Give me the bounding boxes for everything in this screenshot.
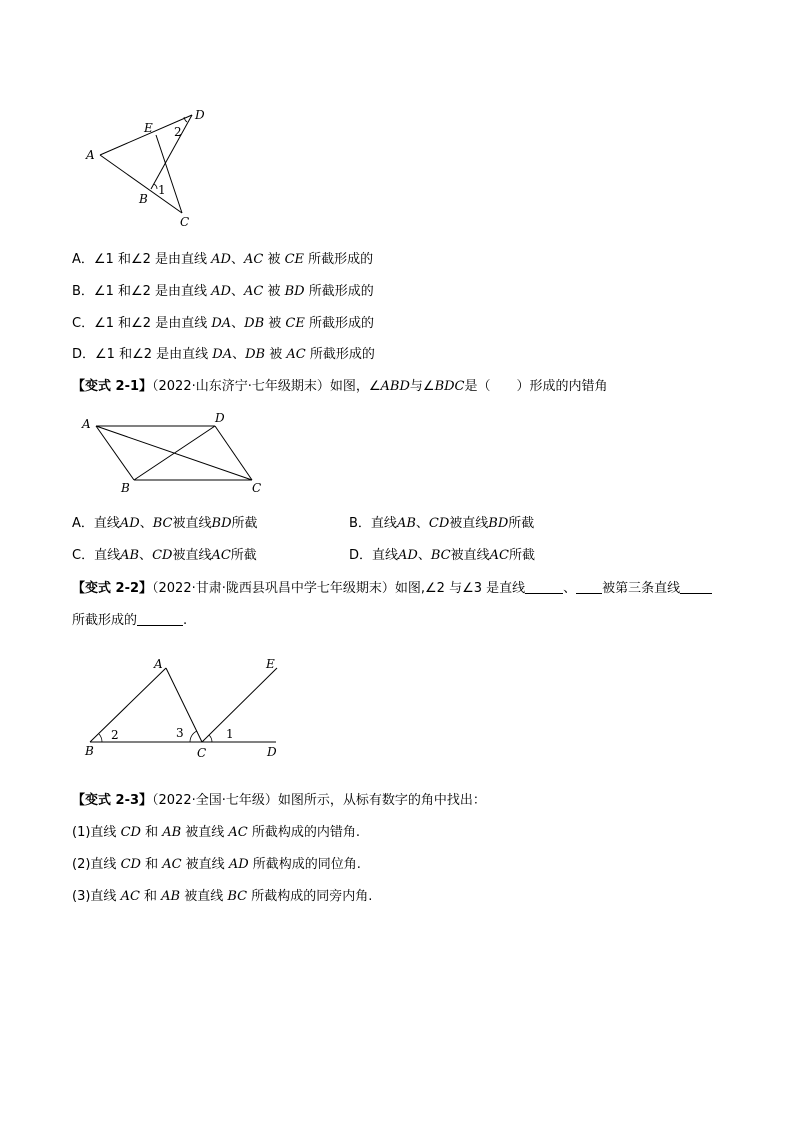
question-text: 如图，∠ — [329, 379, 381, 394]
variant-2-3-stem — [72, 793, 486, 809]
answer-blank[interactable] — [576, 581, 602, 594]
option-text: 直线 — [372, 548, 399, 563]
option-text: 所截 — [230, 548, 257, 563]
line-name: BC — [227, 889, 248, 904]
item-text: (1)直线 — [72, 825, 121, 840]
separator: 、 — [139, 548, 153, 563]
option-text: ∠1 和∠2 是由直线 — [94, 316, 212, 331]
line-name: BD — [284, 284, 305, 299]
variant-2-3-item-1 — [72, 825, 360, 841]
point-label-d: D — [195, 108, 205, 122]
option-c — [72, 316, 374, 332]
separator: 、 — [230, 284, 244, 299]
line-name: AD — [119, 516, 140, 531]
option-text: 被直线 — [172, 516, 212, 531]
point-label-a: A — [154, 657, 163, 671]
line-name: AC — [211, 548, 231, 563]
point-label-b: B — [139, 192, 148, 206]
item-text: (3)直线 — [72, 889, 121, 904]
angle-label-1: 1 — [226, 727, 234, 741]
option-text: 被直线 — [449, 516, 489, 531]
question-text: 、 — [563, 581, 577, 596]
point-label-e: E — [144, 121, 153, 135]
option-letter: C． — [72, 316, 95, 331]
variant-2-2-stem-cont — [72, 613, 187, 629]
item-text: (2)直线 — [72, 857, 121, 872]
figure-angles-on-line — [80, 652, 290, 762]
question-source: （2022·山东济宁·七年级期末） — [152, 379, 330, 394]
line-name: BC — [430, 548, 451, 563]
line-name: DB — [244, 316, 265, 331]
variant-tag: 【变式 2-1】 — [72, 379, 153, 394]
question-text: 与∠ — [409, 379, 435, 394]
separator: 、 — [230, 252, 244, 267]
option-text: 所截形成的 — [304, 252, 374, 267]
option-text: 直线 — [93, 516, 120, 531]
angle-label-1: 1 — [158, 183, 166, 197]
question-text: . — [183, 613, 188, 628]
line-name: AD — [398, 548, 418, 563]
option-d — [72, 347, 375, 363]
point-label-a: A — [82, 417, 91, 431]
option-text: 被 — [263, 284, 285, 299]
option-letter: C． — [72, 548, 95, 563]
line-name: AC — [228, 825, 248, 840]
variant-2-1-option-a — [72, 516, 258, 532]
variant-2-1-option-c — [72, 548, 257, 564]
point-label-c: C — [252, 481, 262, 495]
item-text: 所截构成的同旁内角. — [247, 889, 373, 904]
angle-name: BDC — [434, 379, 465, 394]
line-name: AC — [243, 252, 264, 267]
line-name: DB — [245, 347, 266, 362]
option-text: 被 — [263, 252, 285, 267]
variant-tag: 【变式 2-3】 — [72, 793, 153, 808]
option-text: 所截形成的 — [304, 284, 374, 299]
point-label-d: D — [267, 745, 277, 759]
option-text: 被 — [264, 316, 286, 331]
point-label-d: D — [215, 412, 225, 425]
option-letter: B． — [72, 284, 94, 299]
separator: 、 — [417, 548, 431, 563]
item-text: 被直线 — [180, 889, 228, 904]
option-letter: D． — [72, 347, 96, 362]
variant-2-1-stem — [72, 379, 608, 395]
angle-name: ABD — [380, 379, 410, 394]
line-name: AB — [162, 825, 182, 840]
line-name: AD — [211, 284, 231, 299]
option-b — [72, 284, 374, 300]
option-text: 直线 — [94, 548, 121, 563]
line-name: BD — [488, 516, 509, 531]
option-letter: D． — [349, 548, 373, 563]
line-name: CD — [152, 548, 173, 563]
line-name: AB — [396, 516, 416, 531]
line-name: AC — [244, 284, 264, 299]
option-text: 所截 — [508, 548, 535, 563]
option-a — [72, 252, 373, 268]
question-source: （2022·全国·七年级） — [152, 793, 278, 808]
line-name: AC — [489, 548, 509, 563]
question-text: 所截形成的 — [72, 613, 138, 628]
option-letter: A． — [72, 252, 94, 267]
line-name: AB — [120, 548, 140, 563]
angle-label-2: 2 — [111, 728, 119, 742]
line-name: AD — [228, 857, 249, 872]
option-letter: A． — [72, 516, 94, 531]
angle-label-3: 3 — [176, 726, 184, 740]
point-label-e: E — [266, 657, 275, 671]
line-name: CD — [120, 857, 141, 872]
line-name: CD — [120, 825, 141, 840]
figure-parallelogram — [78, 412, 278, 497]
point-label-b: B — [121, 481, 130, 495]
option-text: 被直线 — [172, 548, 212, 563]
line-name: CE — [285, 316, 305, 331]
option-text: 所截 — [508, 516, 535, 531]
question-text: 如图所示，从标有数字的角中找出： — [277, 793, 486, 808]
option-text: 直线 — [370, 516, 397, 531]
separator: 、 — [231, 316, 245, 331]
separator: 、 — [415, 516, 429, 531]
item-text: 和 — [140, 857, 163, 872]
variant-2-3-item-3 — [72, 889, 372, 905]
item-text: 所截构成的同位角. — [248, 857, 361, 872]
answer-blank[interactable] — [525, 581, 563, 594]
line-name: DA — [211, 316, 232, 331]
line-name: AC — [162, 857, 182, 872]
question-text: 是（ ）形成的内错角 — [464, 379, 608, 394]
option-text: ∠1 和∠2 是由直线 — [93, 284, 212, 299]
item-text: 被直线 — [181, 825, 229, 840]
point-label-b: B — [85, 744, 94, 758]
point-label-a: A — [86, 148, 95, 162]
variant-2-1-option-d — [349, 548, 535, 564]
option-letter: B． — [349, 516, 371, 531]
question-source: （2022·甘肃·陇西县巩昌中学七年级期末） — [152, 581, 395, 596]
option-text: 所截形成的 — [304, 316, 374, 331]
option-text: 所截形成的 — [305, 347, 375, 362]
variant-2-1-option-b — [349, 516, 534, 532]
line-name: BC — [152, 516, 173, 531]
variant-tag: 【变式 2-2】 — [72, 581, 153, 596]
option-text: ∠1 和∠2 是由直线 — [93, 252, 212, 267]
separator: 、 — [139, 516, 153, 531]
option-text: 被直线 — [450, 548, 490, 563]
option-text: ∠1 和∠2 是由直线 — [95, 347, 213, 362]
option-text: 被 — [265, 347, 287, 362]
line-name: AC — [120, 889, 140, 904]
separator: 、 — [232, 347, 246, 362]
answer-blank[interactable] — [680, 581, 712, 594]
question-text: 被第三条直线 — [602, 581, 681, 596]
item-text: 所截构成的内错角. — [247, 825, 361, 840]
point-label-c: C — [197, 746, 207, 760]
item-text: 和 — [140, 825, 163, 840]
question-text: 如图,∠2 与∠3 是直线 — [394, 581, 526, 596]
variant-2-3-item-2 — [72, 857, 361, 873]
variant-2-2-stem — [72, 581, 712, 597]
line-name: AB — [161, 889, 181, 904]
line-name: CD — [428, 516, 450, 531]
line-name: AC — [286, 347, 306, 362]
line-name: AD — [211, 252, 231, 267]
line-name: DA — [212, 347, 233, 362]
item-text: 和 — [139, 889, 162, 904]
angle-label-2: 2 — [174, 125, 182, 139]
answer-blank[interactable] — [137, 613, 183, 626]
figure-triangle-transversal — [80, 105, 220, 230]
line-name: CE — [284, 252, 305, 267]
line-name: BD — [211, 516, 232, 531]
option-text: 所截 — [231, 516, 258, 531]
item-text: 被直线 — [181, 857, 229, 872]
point-label-c: C — [180, 215, 190, 229]
